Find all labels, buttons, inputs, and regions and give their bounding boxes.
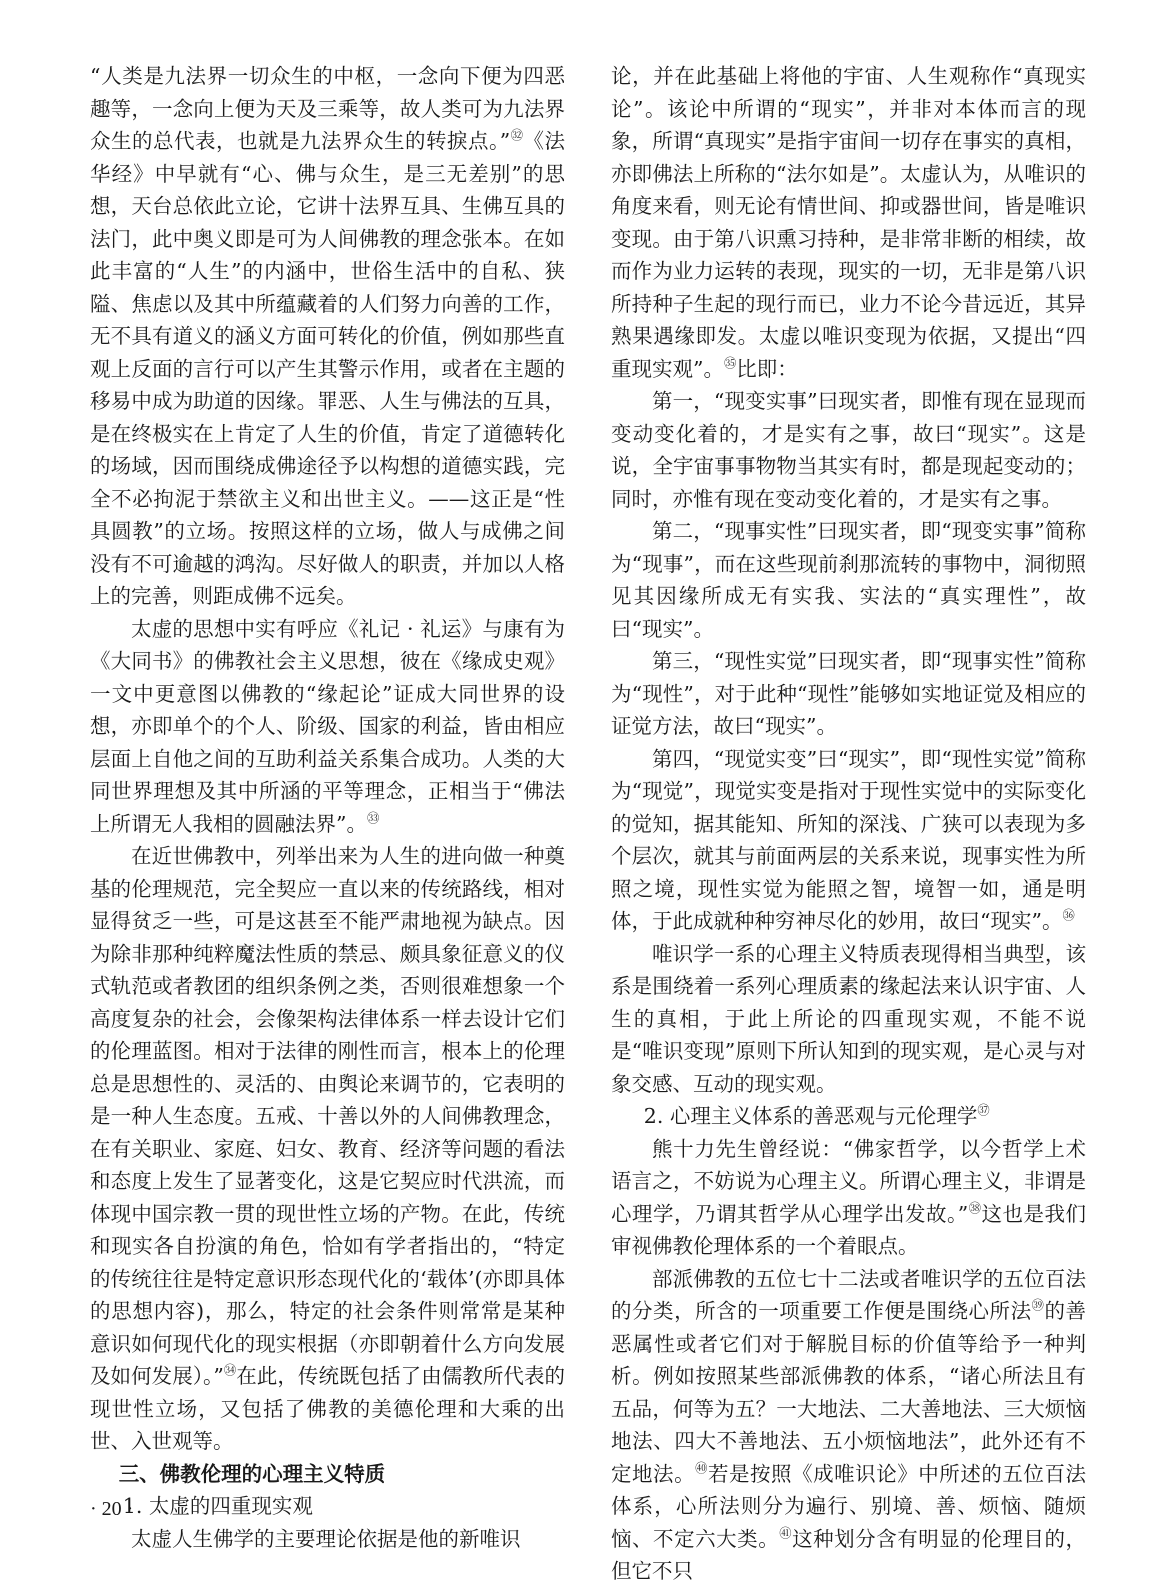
subsection-heading-text: 2. 心理主义体系的善恶观与元伦理学 (643, 1104, 978, 1128)
body-text: 若是按照《成唯识论》中所述的五位百法体系，心所法则分为遍行、别境、善、烦恼、随烦恼、不定六大类。 (611, 1461, 1086, 1551)
body-text: 这也是我们审视佛教伦理体系的一个着眼点。 (611, 1201, 1086, 1258)
paragraph: 太虚人生佛学的主要理论依据是他的新唯识 (131, 1526, 521, 1551)
paragraph (90, 60, 565, 613)
paragraph (611, 1263, 1086, 1588)
body-text: 太虚的思想中实有呼应《礼记 · 礼运》与康有为《大同书》的佛教社会主义思想，彼在《缘成史观》一文中更意图以佛教的“缘起论”证成大同世界的设想，亦即单个的个人、阶级、国家的利益，皆由相应层面上自他之间的互助利益关系集合成功。人类的大同世界理想及其中所涵的平等理念，正相当于“佛法上所谓无人我相的圆融法界”。 (90, 616, 565, 836)
footnote-marker[interactable]: ㉞ (223, 1363, 237, 1378)
left-column (90, 60, 565, 1555)
body-text: “人类是九法界一切众生的中枢，一念向下便为四恶趣等，一念向上便为天及三乘等，故人类可为九法界众生的总代表，也就是九法界众生的转捩点。” (90, 64, 565, 153)
footnote-marker[interactable]: ㉝ (366, 810, 380, 825)
body-text: 第四，“现觉实变”曰“现实”，即“现性实觉”简称为“现觉”，现觉实变是指对于现性实觉中的实际变化的觉知，据其能知、所知的深浅、广狭可以表现为多个层次，就其与前面两层的关系来说，现事实性为所照之境，现性实觉为能照之智，境智一如，通是明体，于此成就种种穷神尽化的妙用，故曰“现实”。 (611, 746, 1086, 933)
page-number: · 20 · (90, 1498, 134, 1520)
body-text: 部派佛教的五位七十二法或者唯识学的五位百法的分类，所含的一项重要工作便是围绕心所法 (611, 1266, 1086, 1323)
right-column (611, 60, 1086, 1588)
footnote-marker[interactable]: ㉟ (723, 355, 737, 370)
body-text: 比即： (736, 356, 798, 381)
footnote-marker[interactable]: ㊶ (779, 1525, 793, 1540)
subsection-heading (611, 1100, 1086, 1133)
body-text: 在近世佛教中，列举出来为人生的进向做一种奠基的伦理规范，完全契应一直以来的传统路线，相对显得贫乏一些，可是这甚至不能严肃地视为缺点。因为除非那种纯粹魔法性质的禁忌、颇具象征意义的仪式轨范或者教团的组织条例之类，否则很难想象一个高度复杂的社会，会像架构法律体系一样去设计它们的伦理蓝图。相对于法律的刚性而言，根本上的伦理总是思想性的、灵活的、由舆论来调节的，它表明的是一种人生态度。五戒、十善以外的人间佛教理念，在有关职业、家庭、妇女、教育、经济等问题的看法和态度上发生了显著变化，这是它契应时代洪流，而体现中国宗教一贯的现世性立场的产物。在此，传统和现实各自扮演的角色，恰如有学者指出的，“特定的传统往往是特定意识形态现代化的‘载体’(亦即具体的思想内容)，那么，特定的社会条件则常常是某种意识如何现代化的现实根据（亦即朝着什么方向发展及如何发展）。” (90, 844, 565, 1388)
paragraph: 第三，“现性实觉”曰现实者，即“现事实性”简称为“现性”，对于此种“现性”能够如实地证觉及相应的证觉方法，故曰“现实”。 (611, 649, 1086, 738)
paragraph (611, 1133, 1086, 1263)
body-text: 在此，传统既包括了由儒教所代表的现世性立场，又包括了佛教的美德伦理和大乘的出世、入世观等。 (90, 1364, 566, 1453)
paragraph: 第二，“现事实性”曰现实者，即“现变实事”简称为“现事”，而在这些现前刹那流转的事物中，洞彻照见其因缘所成无有实我、实法的“真实理性”，故曰“现实”。 (611, 519, 1086, 641)
body-text: 《法华经》中早就有“心、佛与众生，是三无差别”的思想，天台总依此立论，它讲十法界互具、生佛互具的法门，此中奥义即是可为人间佛教的理念张本。在如此丰富的“人生”的内涵中，世俗生活中的自私、狭隘、焦虑以及其中所蕴藏着的人们努力向善的工作，无不具有道义的涵义方面可转化的价值，例如那些直观上反面的言行可以产生其警示作用，或者在主题的移易中成为助道的因缘。罪恶、人生与佛法的互具，是在终极实在上肯定了人生的价值，肯定了道德转化的场域，因而围绕成佛途径予以构想的道德实践，完全不必拘泥于禁欲主义和出世主义。——这正是“性具圆教”的立场。按照这样的立场，做人与成佛之间没有不可逾越的鸿沟。尽好做人的职责，并加以人格上的完善，则距成佛不远矣。 (90, 129, 565, 608)
paragraph: 第一，“现变实事”曰现实者，即惟有现在显现而变动变化着的，才是实有之事，故曰“现实”。这是说，全宇宙事事物物当其实有时，都是现起变动的；同时，亦惟有现在变动变化着的，才是实有之事。 (611, 389, 1086, 511)
body-text: 论，并在此基础上将他的宇宙、人生观称作“真现实论”。该论中所谓的“现实”，并非对本体而言的现象，所谓“真现实”是指宇宙间一切存在事实的真相，亦即佛法上所称的“法尔如是”。太虚认为，从唯识的角度来看，则无论有情世间、抑或器世间，皆是唯识变现。由于第八识熏习持种，是非常非断的相续，故而作为业力运转的表现，现实的一切，无非是第八识所持种子生起的现行而已，业力不论今昔远近，其异熟果遇缘即发。太虚以唯识变现为依据，又提出“四重现实观”。 (611, 64, 1086, 381)
paragraph (611, 743, 1086, 938)
footnote-marker[interactable]: ㊲ (977, 1103, 990, 1118)
body-text: 这种划分含有明显的伦理目的，但它不只 (611, 1526, 1086, 1583)
paragraph (611, 60, 1086, 385)
section-heading: 三、佛教伦理的心理主义特质 (118, 1461, 386, 1486)
footnote-marker[interactable]: ㉜ (510, 128, 524, 143)
paragraph (90, 613, 565, 841)
footnote-marker[interactable]: ㊳ (968, 1200, 982, 1215)
subsection-heading: 1. 太虚的四重现实观 (122, 1494, 313, 1518)
body-text: 熊十力先生曾经说：“佛家哲学，以今哲学上术语言之，不妨说为心理主义。所谓心理主义，非谓是心理学，乃谓其哲学从心理学出发故。” (611, 1136, 1086, 1226)
footnote-marker[interactable]: ㊱ (1062, 908, 1075, 923)
body-text: 的善恶属性或者它们对于解脱目标的价值等给予一种判析。例如按照某些部派佛教的体系，“诸心所法且有五品，何等为五？一大地法、二大善地法、三大烦恼地法、四大不善地法、五小烦恼地法”，此外还有不定地法。 (611, 1299, 1086, 1486)
paragraph: 唯识学一系的心理主义特质表现得相当典型，该系是围绕着一系列心理质素的缘起法来认识宇宙、人生的真相，于此上所论的四重现实观，不能不说是“唯识变现”原则下所认知到的现实观，是心灵与对象交感、互动的现实观。 (611, 941, 1086, 1096)
footnote-marker[interactable]: ㊵ (695, 1460, 708, 1475)
footnote-marker[interactable]: ㊴ (1031, 1298, 1045, 1313)
paragraph (90, 840, 565, 1458)
